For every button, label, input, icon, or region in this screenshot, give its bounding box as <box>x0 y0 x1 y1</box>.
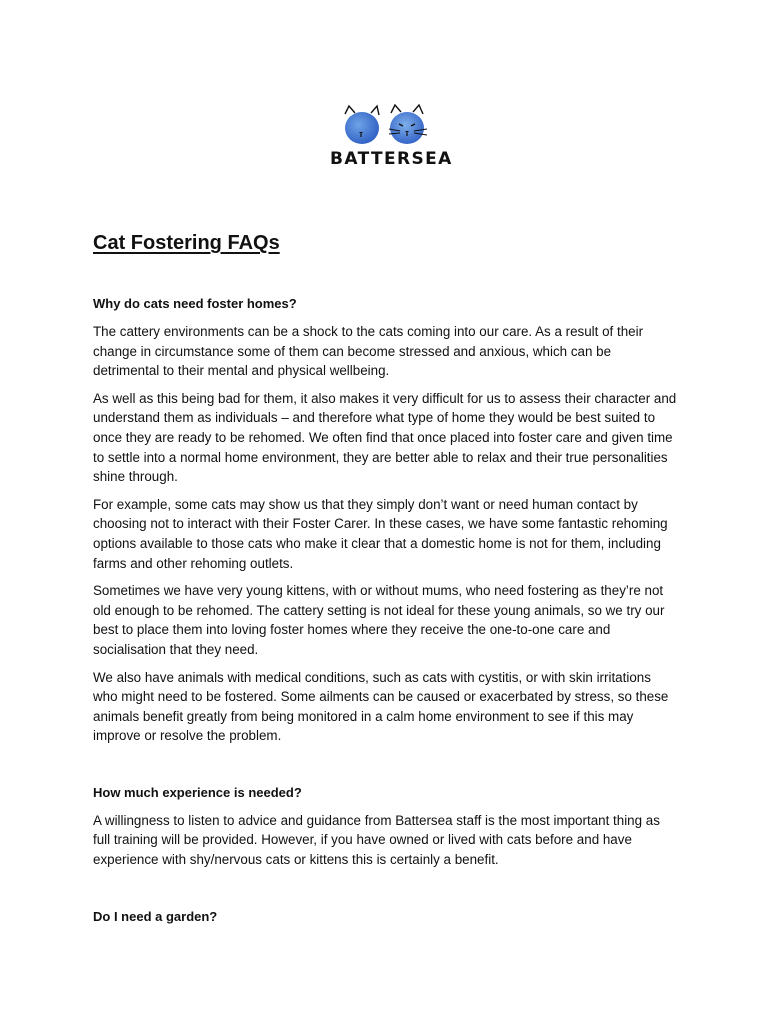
faq-paragraph: We also have animals with medical conditions, such as cats with cystitis, or with skin irritations who might need to be fostered. Some ailments can be caused or exacerbated by stress, so these animals benefit greatly from being monitored in a calm home environment to see if this may improve or resolve the problem. <box>93 669 669 744</box>
faq-section-garden <box>93 908 678 926</box>
logo-wordmark: BATTERSEA <box>330 149 453 169</box>
section-spacer <box>93 754 678 784</box>
faq-section-experience <box>93 784 678 870</box>
faq-question: How much experience is needed? <box>93 784 302 800</box>
cat-faces-icon <box>337 104 433 148</box>
faq-paragraph: For example, some cats may show us that they simply don’t want or need human contact by choosing not to interact with their Foster Carer. In these cases, we have some fantastic rehoming options available to those cats who make it clear that a domestic home is not for them, including farms and other rehoming outlets. <box>93 496 668 571</box>
faq-paragraph: As well as this being bad for them, it also makes it very difficult for us to assess their character and understand them as individuals – and therefore what type of home they would be best suited to once they are ready to be rehomed. We often find that once placed into foster care and given time to settle into a normal home environment, they are better able to relax and their true personalities shine through. <box>93 390 677 485</box>
page-title: Cat Fostering FAQs <box>93 232 280 254</box>
faq-section-why-foster <box>93 295 678 746</box>
faq-paragraph: A willingness to listen to advice and guidance from Battersea staff is the most important thing as full training will be provided. However, if you have owned or lived with cats before and have experience with shy/nervous cats or kittens this is certainly a benefit. <box>93 812 660 868</box>
section-spacer <box>93 878 678 908</box>
document-body <box>93 229 678 935</box>
faq-question: Do I need a garden? <box>93 908 218 924</box>
faq-paragraph: Sometimes we have very young kittens, with or without mums, who need fostering as they’re not old enough to be rehomed. The cattery setting is not ideal for these young animals, so we try our best to place them into loving foster homes where they receive the one-to-one care and socialisation that they need. <box>93 583 665 657</box>
faq-paragraph: The cattery environments can be a shock to the cats coming into our care. As a result of their change in circumstance some of them can become stressed and anxious, which can be detrimental to their mental and physical wellbeing. <box>93 324 644 379</box>
battersea-logo <box>330 104 453 169</box>
faq-question: Why do cats need foster homes? <box>93 296 297 311</box>
